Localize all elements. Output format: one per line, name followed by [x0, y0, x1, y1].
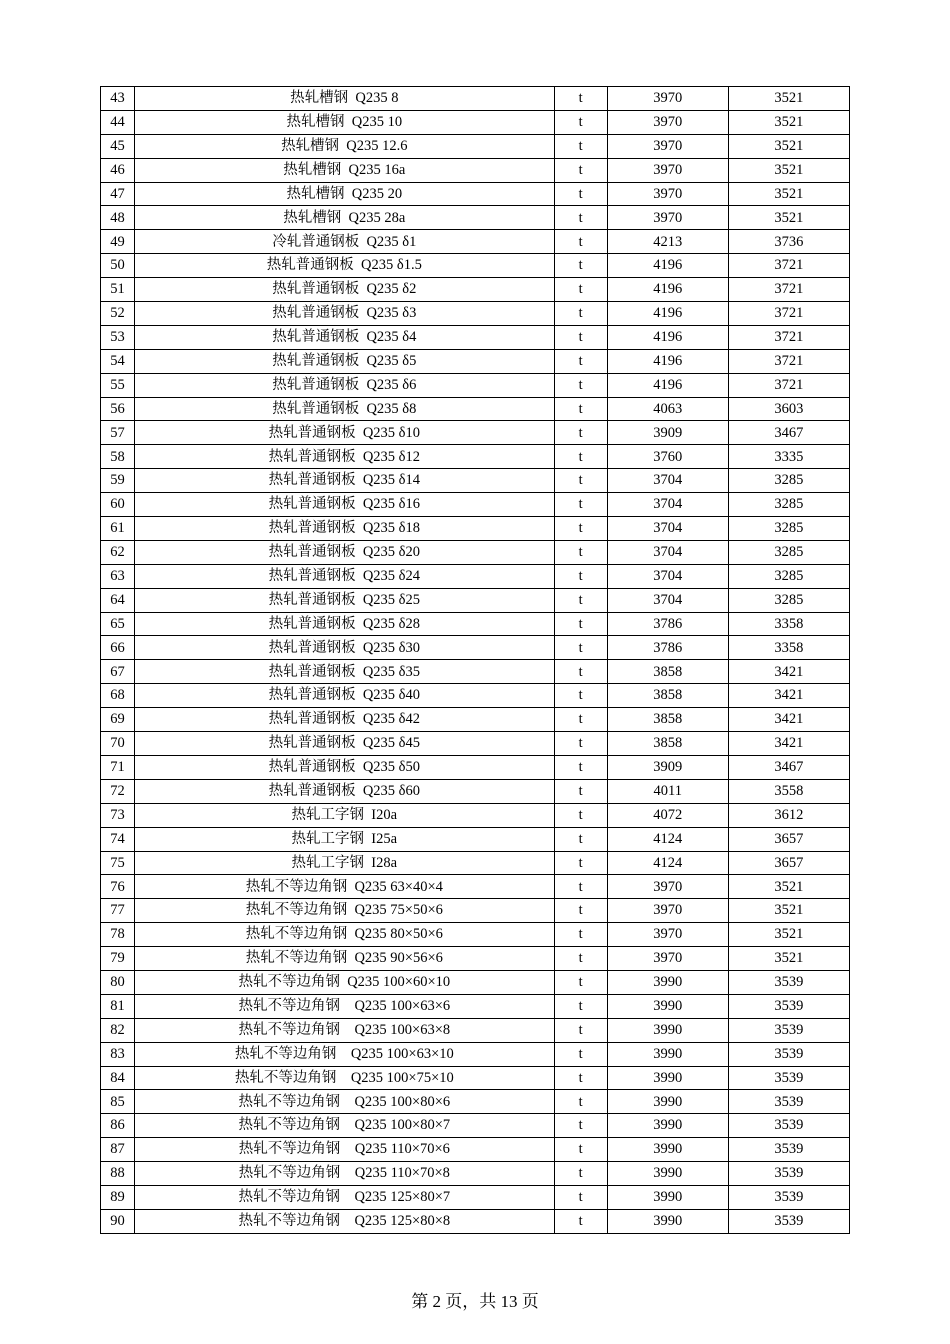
table-row [101, 1209, 850, 1233]
price-tax-incl-cell: 3990 [607, 1066, 728, 1090]
row-number-cell: 52 [101, 302, 135, 326]
row-number-cell: 80 [101, 970, 135, 994]
price-tax-excl-cell: 3657 [728, 827, 849, 851]
price-tax-excl-cell: 3721 [728, 325, 849, 349]
price-tax-excl-cell: 3285 [728, 517, 849, 541]
table-row [101, 254, 850, 278]
price-tax-excl-cell: 3539 [728, 1209, 849, 1233]
unit-cell: t [554, 397, 607, 421]
table-row [101, 421, 850, 445]
row-number-cell: 49 [101, 230, 135, 254]
price-tax-excl-cell: 3721 [728, 302, 849, 326]
unit-cell: t [554, 158, 607, 182]
table-row [101, 636, 850, 660]
price-tax-excl-cell: 3539 [728, 1018, 849, 1042]
price-tax-excl-cell: 3603 [728, 397, 849, 421]
item-name-cell: 热轧不等边角钢 Q235 100×63×6 [135, 994, 555, 1018]
item-name-cell: 热轧普通钢板 Q235 δ6 [135, 373, 555, 397]
table-row [101, 827, 850, 851]
price-tax-incl-cell: 3704 [607, 517, 728, 541]
table-row [101, 1162, 850, 1186]
row-number-cell: 54 [101, 349, 135, 373]
price-tax-incl-cell: 3990 [607, 1185, 728, 1209]
table-row [101, 851, 850, 875]
row-number-cell: 50 [101, 254, 135, 278]
item-name-cell: 热轧普通钢板 Q235 δ18 [135, 517, 555, 541]
price-tax-excl-cell: 3285 [728, 469, 849, 493]
price-tax-excl-cell: 3521 [728, 899, 849, 923]
row-number-cell: 43 [101, 87, 135, 111]
row-number-cell: 73 [101, 803, 135, 827]
price-tax-excl-cell: 3721 [728, 373, 849, 397]
unit-cell: t [554, 206, 607, 230]
row-number-cell: 83 [101, 1042, 135, 1066]
unit-cell: t [554, 1114, 607, 1138]
price-tax-excl-cell: 3521 [728, 206, 849, 230]
table-row [101, 87, 850, 111]
table-row [101, 493, 850, 517]
price-tax-excl-cell: 3358 [728, 636, 849, 660]
price-tax-incl-cell: 3704 [607, 540, 728, 564]
price-tax-excl-cell: 3539 [728, 1162, 849, 1186]
unit-cell: t [554, 373, 607, 397]
price-tax-incl-cell: 3704 [607, 588, 728, 612]
row-number-cell: 85 [101, 1090, 135, 1114]
unit-cell: t [554, 1066, 607, 1090]
price-tax-excl-cell: 3358 [728, 612, 849, 636]
price-tax-incl-cell: 3970 [607, 182, 728, 206]
row-number-cell: 78 [101, 923, 135, 947]
table-row [101, 158, 850, 182]
row-number-cell: 51 [101, 278, 135, 302]
unit-cell: t [554, 875, 607, 899]
item-name-cell: 热轧槽钢 Q235 8 [135, 87, 555, 111]
price-tax-excl-cell: 3285 [728, 564, 849, 588]
table-row [101, 1114, 850, 1138]
price-tax-excl-cell: 3285 [728, 540, 849, 564]
unit-cell: t [554, 636, 607, 660]
price-tax-incl-cell: 3970 [607, 947, 728, 971]
table-row [101, 373, 850, 397]
unit-cell: t [554, 134, 607, 158]
table-row [101, 899, 850, 923]
item-name-cell: 热轧槽钢 Q235 16a [135, 158, 555, 182]
table-row [101, 923, 850, 947]
item-name-cell: 热轧普通钢板 Q235 δ2 [135, 278, 555, 302]
price-tax-incl-cell: 3970 [607, 206, 728, 230]
item-name-cell: 热轧不等边角钢 Q235 90×56×6 [135, 947, 555, 971]
table-row [101, 564, 850, 588]
price-tax-incl-cell: 4196 [607, 254, 728, 278]
price-tax-incl-cell: 4196 [607, 373, 728, 397]
unit-cell: t [554, 540, 607, 564]
table-row [101, 660, 850, 684]
item-name-cell: 冷轧普通钢板 Q235 δ1 [135, 230, 555, 254]
item-name-cell: 热轧不等边角钢 Q235 100×80×6 [135, 1090, 555, 1114]
table-row [101, 134, 850, 158]
price-tax-excl-cell: 3521 [728, 875, 849, 899]
price-tax-incl-cell: 4196 [607, 325, 728, 349]
row-number-cell: 56 [101, 397, 135, 421]
price-tax-excl-cell: 3421 [728, 660, 849, 684]
price-table [100, 86, 850, 1234]
row-number-cell: 71 [101, 755, 135, 779]
row-number-cell: 75 [101, 851, 135, 875]
row-number-cell: 70 [101, 732, 135, 756]
price-tax-excl-cell: 3736 [728, 230, 849, 254]
price-tax-excl-cell: 3467 [728, 421, 849, 445]
row-number-cell: 89 [101, 1185, 135, 1209]
price-tax-excl-cell: 3521 [728, 182, 849, 206]
unit-cell: t [554, 230, 607, 254]
row-number-cell: 60 [101, 493, 135, 517]
price-tax-incl-cell: 4072 [607, 803, 728, 827]
price-tax-incl-cell: 3970 [607, 87, 728, 111]
item-name-cell: 热轧普通钢板 Q235 δ10 [135, 421, 555, 445]
row-number-cell: 69 [101, 708, 135, 732]
item-name-cell: 热轧不等边角钢 Q235 125×80×8 [135, 1209, 555, 1233]
price-tax-excl-cell: 3521 [728, 923, 849, 947]
unit-cell: t [554, 182, 607, 206]
table-row [101, 970, 850, 994]
row-number-cell: 84 [101, 1066, 135, 1090]
price-tax-excl-cell: 3521 [728, 947, 849, 971]
page-footer: 第 2 页，共 13 页 [411, 1292, 539, 1311]
row-number-cell: 65 [101, 612, 135, 636]
table-row [101, 1066, 850, 1090]
unit-cell: t [554, 755, 607, 779]
row-number-cell: 57 [101, 421, 135, 445]
unit-cell: t [554, 1185, 607, 1209]
price-tax-incl-cell: 3760 [607, 445, 728, 469]
row-number-cell: 87 [101, 1138, 135, 1162]
item-name-cell: 热轧槽钢 Q235 12.6 [135, 134, 555, 158]
table-row [101, 732, 850, 756]
item-name-cell: 热轧工字钢 I20a [135, 803, 555, 827]
row-number-cell: 72 [101, 779, 135, 803]
table-row [101, 755, 850, 779]
row-number-cell: 61 [101, 517, 135, 541]
unit-cell: t [554, 1138, 607, 1162]
table-row [101, 612, 850, 636]
unit-cell: t [554, 469, 607, 493]
price-tax-excl-cell: 3285 [728, 588, 849, 612]
price-tax-excl-cell: 3521 [728, 110, 849, 134]
unit-cell: t [554, 923, 607, 947]
unit-cell: t [554, 779, 607, 803]
table-row [101, 230, 850, 254]
table-row [101, 517, 850, 541]
price-tax-excl-cell: 3539 [728, 1042, 849, 1066]
row-number-cell: 90 [101, 1209, 135, 1233]
price-tax-incl-cell: 4196 [607, 302, 728, 326]
row-number-cell: 55 [101, 373, 135, 397]
item-name-cell: 热轧普通钢板 Q235 δ40 [135, 684, 555, 708]
row-number-cell: 59 [101, 469, 135, 493]
item-name-cell: 热轧不等边角钢 Q235 63×40×4 [135, 875, 555, 899]
unit-cell: t [554, 517, 607, 541]
price-tax-excl-cell: 3521 [728, 158, 849, 182]
table-row [101, 325, 850, 349]
price-tax-incl-cell: 3970 [607, 875, 728, 899]
price-tax-incl-cell: 4063 [607, 397, 728, 421]
table-row [101, 1185, 850, 1209]
unit-cell: t [554, 1090, 607, 1114]
row-number-cell: 48 [101, 206, 135, 230]
price-tax-excl-cell: 3421 [728, 708, 849, 732]
unit-cell: t [554, 1162, 607, 1186]
unit-cell: t [554, 803, 607, 827]
price-tax-incl-cell: 3970 [607, 923, 728, 947]
table-row [101, 110, 850, 134]
price-tax-incl-cell: 3909 [607, 755, 728, 779]
row-number-cell: 88 [101, 1162, 135, 1186]
price-tax-excl-cell: 3539 [728, 1090, 849, 1114]
row-number-cell: 77 [101, 899, 135, 923]
row-number-cell: 79 [101, 947, 135, 971]
row-number-cell: 86 [101, 1114, 135, 1138]
table-row [101, 278, 850, 302]
price-tax-excl-cell: 3539 [728, 1138, 849, 1162]
unit-cell: t [554, 564, 607, 588]
item-name-cell: 热轧不等边角钢 Q235 100×75×10 [135, 1066, 555, 1090]
table-row [101, 1018, 850, 1042]
price-tax-incl-cell: 3858 [607, 708, 728, 732]
price-tax-excl-cell: 3285 [728, 493, 849, 517]
price-tax-excl-cell: 3521 [728, 134, 849, 158]
item-name-cell: 热轧普通钢板 Q235 δ35 [135, 660, 555, 684]
price-tax-excl-cell: 3335 [728, 445, 849, 469]
row-number-cell: 67 [101, 660, 135, 684]
unit-cell: t [554, 421, 607, 445]
unit-cell: t [554, 1209, 607, 1233]
price-tax-incl-cell: 4196 [607, 349, 728, 373]
item-name-cell: 热轧不等边角钢 Q235 125×80×7 [135, 1185, 555, 1209]
price-tax-incl-cell: 3858 [607, 660, 728, 684]
price-tax-incl-cell: 3970 [607, 899, 728, 923]
unit-cell: t [554, 254, 607, 278]
price-tax-incl-cell: 3990 [607, 994, 728, 1018]
item-name-cell: 热轧不等边角钢 Q235 100×60×10 [135, 970, 555, 994]
price-tax-excl-cell: 3521 [728, 87, 849, 111]
table-row [101, 349, 850, 373]
price-tax-incl-cell: 3990 [607, 1209, 728, 1233]
row-number-cell: 44 [101, 110, 135, 134]
item-name-cell: 热轧普通钢板 Q235 δ12 [135, 445, 555, 469]
table-row [101, 469, 850, 493]
unit-cell: t [554, 445, 607, 469]
unit-cell: t [554, 732, 607, 756]
item-name-cell: 热轧普通钢板 Q235 δ5 [135, 349, 555, 373]
row-number-cell: 66 [101, 636, 135, 660]
unit-cell: t [554, 660, 607, 684]
table-row [101, 445, 850, 469]
item-name-cell: 热轧不等边角钢 Q235 75×50×6 [135, 899, 555, 923]
unit-cell: t [554, 851, 607, 875]
price-tax-incl-cell: 3990 [607, 1114, 728, 1138]
item-name-cell: 热轧不等边角钢 Q235 80×50×6 [135, 923, 555, 947]
item-name-cell: 热轧普通钢板 Q235 δ4 [135, 325, 555, 349]
item-name-cell: 热轧不等边角钢 Q235 100×63×8 [135, 1018, 555, 1042]
unit-cell: t [554, 302, 607, 326]
item-name-cell: 热轧普通钢板 Q235 δ30 [135, 636, 555, 660]
unit-cell: t [554, 1042, 607, 1066]
item-name-cell: 热轧普通钢板 Q235 δ16 [135, 493, 555, 517]
price-tax-incl-cell: 3786 [607, 612, 728, 636]
price-tax-excl-cell: 3721 [728, 278, 849, 302]
price-tax-incl-cell: 3704 [607, 564, 728, 588]
row-number-cell: 53 [101, 325, 135, 349]
row-number-cell: 46 [101, 158, 135, 182]
price-tax-incl-cell: 3786 [607, 636, 728, 660]
item-name-cell: 热轧工字钢 I25a [135, 827, 555, 851]
price-tax-excl-cell: 3558 [728, 779, 849, 803]
price-tax-excl-cell: 3539 [728, 970, 849, 994]
price-tax-excl-cell: 3539 [728, 1185, 849, 1209]
unit-cell: t [554, 970, 607, 994]
unit-cell: t [554, 325, 607, 349]
price-tax-excl-cell: 3721 [728, 349, 849, 373]
item-name-cell: 热轧普通钢板 Q235 δ3 [135, 302, 555, 326]
unit-cell: t [554, 588, 607, 612]
unit-cell: t [554, 708, 607, 732]
unit-cell: t [554, 1018, 607, 1042]
unit-cell: t [554, 684, 607, 708]
table-row [101, 684, 850, 708]
table-row [101, 875, 850, 899]
table-row [101, 206, 850, 230]
item-name-cell: 热轧工字钢 I28a [135, 851, 555, 875]
price-tax-incl-cell: 3909 [607, 421, 728, 445]
unit-cell: t [554, 278, 607, 302]
unit-cell: t [554, 827, 607, 851]
price-tax-incl-cell: 3970 [607, 110, 728, 134]
table-row [101, 588, 850, 612]
row-number-cell: 58 [101, 445, 135, 469]
item-name-cell: 热轧不等边角钢 Q235 100×80×7 [135, 1114, 555, 1138]
unit-cell: t [554, 493, 607, 517]
item-name-cell: 热轧普通钢板 Q235 δ8 [135, 397, 555, 421]
price-tax-incl-cell: 3990 [607, 1042, 728, 1066]
item-name-cell: 热轧不等边角钢 Q235 110×70×8 [135, 1162, 555, 1186]
price-tax-incl-cell: 3858 [607, 732, 728, 756]
price-tax-incl-cell: 3990 [607, 1138, 728, 1162]
price-tax-incl-cell: 3970 [607, 158, 728, 182]
table-row [101, 1042, 850, 1066]
row-number-cell: 82 [101, 1018, 135, 1042]
table-row [101, 803, 850, 827]
price-tax-incl-cell: 3990 [607, 1090, 728, 1114]
table-row [101, 1090, 850, 1114]
table-row [101, 708, 850, 732]
unit-cell: t [554, 87, 607, 111]
table-row [101, 779, 850, 803]
price-tax-incl-cell: 3704 [607, 493, 728, 517]
price-tax-incl-cell: 4213 [607, 230, 728, 254]
item-name-cell: 热轧普通钢板 Q235 δ60 [135, 779, 555, 803]
table-row [101, 1138, 850, 1162]
item-name-cell: 热轧不等边角钢 Q235 110×70×6 [135, 1138, 555, 1162]
row-number-cell: 76 [101, 875, 135, 899]
item-name-cell: 热轧普通钢板 Q235 δ20 [135, 540, 555, 564]
price-tax-incl-cell: 3990 [607, 970, 728, 994]
price-tax-excl-cell: 3612 [728, 803, 849, 827]
table-row [101, 182, 850, 206]
price-tax-incl-cell: 3990 [607, 1018, 728, 1042]
item-name-cell: 热轧普通钢板 Q235 δ25 [135, 588, 555, 612]
price-tax-incl-cell: 3858 [607, 684, 728, 708]
price-tax-excl-cell: 3421 [728, 684, 849, 708]
row-number-cell: 68 [101, 684, 135, 708]
table-row [101, 302, 850, 326]
price-tax-excl-cell: 3657 [728, 851, 849, 875]
row-number-cell: 64 [101, 588, 135, 612]
price-tax-excl-cell: 3467 [728, 755, 849, 779]
price-tax-incl-cell: 4011 [607, 779, 728, 803]
price-tax-incl-cell: 4124 [607, 851, 728, 875]
row-number-cell: 47 [101, 182, 135, 206]
item-name-cell: 热轧普通钢板 Q235 δ28 [135, 612, 555, 636]
table-row [101, 397, 850, 421]
price-tax-excl-cell: 3539 [728, 1066, 849, 1090]
price-tax-incl-cell: 3704 [607, 469, 728, 493]
unit-cell: t [554, 947, 607, 971]
price-tax-excl-cell: 3421 [728, 732, 849, 756]
price-table-body [101, 87, 850, 1234]
price-tax-excl-cell: 3539 [728, 994, 849, 1018]
price-tax-excl-cell: 3721 [728, 254, 849, 278]
item-name-cell: 热轧普通钢板 Q235 δ14 [135, 469, 555, 493]
row-number-cell: 45 [101, 134, 135, 158]
item-name-cell: 热轧普通钢板 Q235 δ45 [135, 732, 555, 756]
unit-cell: t [554, 349, 607, 373]
item-name-cell: 热轧槽钢 Q235 10 [135, 110, 555, 134]
item-name-cell: 热轧普通钢板 Q235 δ1.5 [135, 254, 555, 278]
unit-cell: t [554, 899, 607, 923]
row-number-cell: 81 [101, 994, 135, 1018]
item-name-cell: 热轧不等边角钢 Q235 100×63×10 [135, 1042, 555, 1066]
price-tax-incl-cell: 3970 [607, 134, 728, 158]
unit-cell: t [554, 994, 607, 1018]
row-number-cell: 74 [101, 827, 135, 851]
item-name-cell: 热轧普通钢板 Q235 δ42 [135, 708, 555, 732]
table-row [101, 540, 850, 564]
table-row [101, 947, 850, 971]
price-tax-incl-cell: 4196 [607, 278, 728, 302]
row-number-cell: 63 [101, 564, 135, 588]
unit-cell: t [554, 110, 607, 134]
item-name-cell: 热轧普通钢板 Q235 δ24 [135, 564, 555, 588]
row-number-cell: 62 [101, 540, 135, 564]
item-name-cell: 热轧槽钢 Q235 20 [135, 182, 555, 206]
price-tax-excl-cell: 3539 [728, 1114, 849, 1138]
table-row [101, 994, 850, 1018]
price-tax-incl-cell: 4124 [607, 827, 728, 851]
item-name-cell: 热轧普通钢板 Q235 δ50 [135, 755, 555, 779]
item-name-cell: 热轧槽钢 Q235 28a [135, 206, 555, 230]
unit-cell: t [554, 612, 607, 636]
price-tax-incl-cell: 3990 [607, 1162, 728, 1186]
